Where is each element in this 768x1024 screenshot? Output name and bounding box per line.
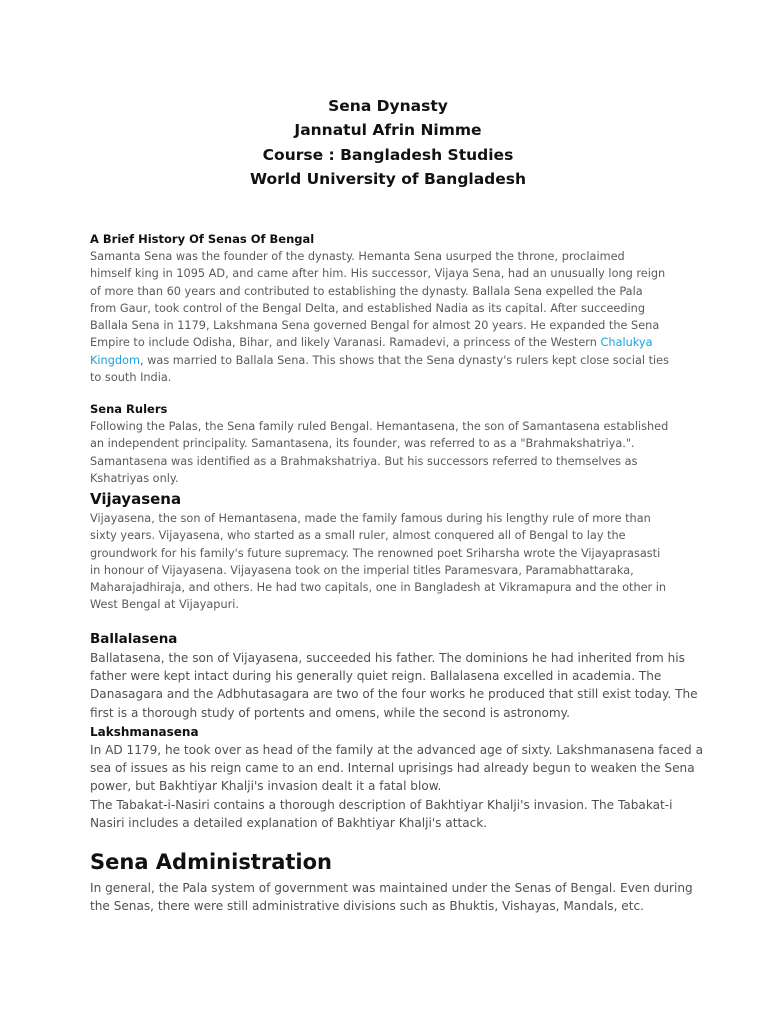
vijayasena-heading: Vijayasena bbox=[90, 490, 182, 508]
course-name: Course : Bangladesh Studies bbox=[262, 145, 514, 164]
paragraph-line: sea of issues as his reign came to an end. Internal uprisings had already begun to weaken the Sena bbox=[90, 761, 695, 776]
paragraph-line: Ballatasena, the son of Vijayasena, succeeded his father. The dominions he had inherited from his bbox=[90, 651, 685, 665]
ballalasena-heading: Ballalasena bbox=[90, 631, 178, 647]
brief-history-section bbox=[90, 231, 680, 386]
lakshmanasena-section bbox=[90, 723, 703, 832]
vijayasena-section bbox=[90, 488, 680, 614]
paragraph-line bbox=[90, 352, 680, 369]
paragraph-line: power, but Bakhtiyar Khalji's invasion dealt it a fatal blow. bbox=[90, 779, 442, 794]
paragraph-line: from Gaur, took control of the Bengal Delta, and established Nadia as its capital. After succeeding bbox=[90, 301, 646, 315]
paragraph-line: Maharajadhiraja, and others. He had two capitals, one in Bangladesh at Vikramapura and the other in bbox=[90, 581, 667, 595]
paragraph-text: , was married to Ballala Sena. This shows that the Sena dynasty's rulers kept close social ties bbox=[139, 353, 670, 367]
document-title: Sena Dynasty bbox=[328, 97, 448, 115]
paragraph-line: first is a thorough study of portents and omens, while the second is astronomy. bbox=[90, 705, 570, 720]
paragraph-line: of more than 60 years and contributed to establishing the dynasty. Ballala Sena expelled the Pala bbox=[90, 284, 643, 298]
author-name: Jannatul Afrin Nimme bbox=[294, 121, 482, 140]
paragraph-line: the Senas, there were still administrative divisions such as Bhuktis, Vishayas, Mandals, etc. bbox=[90, 899, 644, 914]
paragraph-line: Samantasena was identified as a Brahmakshatriya. But his successors referred to themselves as bbox=[90, 454, 638, 468]
title-block bbox=[0, 94, 768, 191]
paragraph-text: Empire to include Odisha, Bihar, and likely Varanasi. Ramadevi, a princess of the Western bbox=[90, 336, 601, 350]
institution-name: World University of Bangladesh bbox=[249, 169, 527, 188]
brief-history-heading: A Brief History Of Senas Of Bengal bbox=[90, 232, 315, 246]
paragraph-line: Danasagara and the Adbhutasagara are two of the four works he produced that still exist today. The bbox=[90, 687, 698, 702]
paragraph-line bbox=[90, 334, 680, 351]
administration-section bbox=[90, 847, 693, 915]
paragraph-line: The Tabakat-i-Nasiri contains a thorough description of Bakhtiyar Khalji's invasion. The Tabakat-i bbox=[90, 797, 673, 812]
chalukya-kingdom-link-cont[interactable]: Kingdom bbox=[90, 353, 140, 367]
sena-rulers-heading: Sena Rulers bbox=[90, 402, 168, 416]
paragraph-line: Ballala Sena in 1179, Lakshmana Sena governed Bengal for almost 20 years. He expanded the Sena bbox=[90, 319, 660, 333]
paragraph-line: West Bengal at Vijayapuri. bbox=[90, 598, 239, 612]
paragraph-line: father were kept intact during his generally quiet reign. Ballalasena excelled in academia. The bbox=[90, 669, 662, 684]
lakshmanasena-heading: Lakshmanasena bbox=[90, 725, 199, 739]
paragraph-line: in honour of Vijayasena. Vijayasena took on the imperial titles Paramesvara, Paramabhattaraka, bbox=[90, 563, 634, 577]
paragraph-line: an independent principality. Samantasena, its founder, was referred to as a "Brahmakshatriya.". bbox=[90, 437, 635, 451]
paragraph-line: groundwork for his family's future supremacy. The renowned poet Sriharsha wrote the Vijayaprasasti bbox=[90, 546, 661, 560]
paragraph-line: In AD 1179, he took over as head of the family at the advanced age of sixty. Lakshmanasena faced a bbox=[90, 743, 703, 757]
paragraph-line: Vijayasena, the son of Hemantasena, made the family famous during his lengthy rule of more than bbox=[90, 512, 651, 525]
paragraph-line: himself king in 1095 AD, and came after him. His successor, Vijaya Sena, had an unusually long reign bbox=[90, 267, 666, 281]
paragraph-line: In general, the Pala system of government was maintained under the Senas of Bengal. Even during bbox=[90, 881, 693, 895]
paragraph-line: sixty years. Vijayasena, who started as a small ruler, almost conquered all of Bengal to lay the bbox=[90, 529, 626, 543]
paragraph-line: Samanta Sena was the founder of the dynasty. Hemanta Sena usurped the throne, proclaimed bbox=[90, 250, 625, 263]
sena-rulers-section bbox=[90, 401, 680, 487]
paragraph-line: Kshatriyas only. bbox=[90, 471, 179, 485]
paragraph-line: to south India. bbox=[90, 371, 172, 385]
paragraph-line: Following the Palas, the Sena family ruled Bengal. Hemantasena, the son of Samantasena established bbox=[90, 420, 669, 433]
administration-heading: Sena Administration bbox=[90, 850, 332, 874]
ballalasena-section bbox=[90, 629, 698, 722]
paragraph-line: Nasiri includes a detailed explanation of Bakhtiyar Khalji's attack. bbox=[90, 815, 488, 830]
chalukya-kingdom-link[interactable]: Chalukya bbox=[600, 336, 653, 350]
